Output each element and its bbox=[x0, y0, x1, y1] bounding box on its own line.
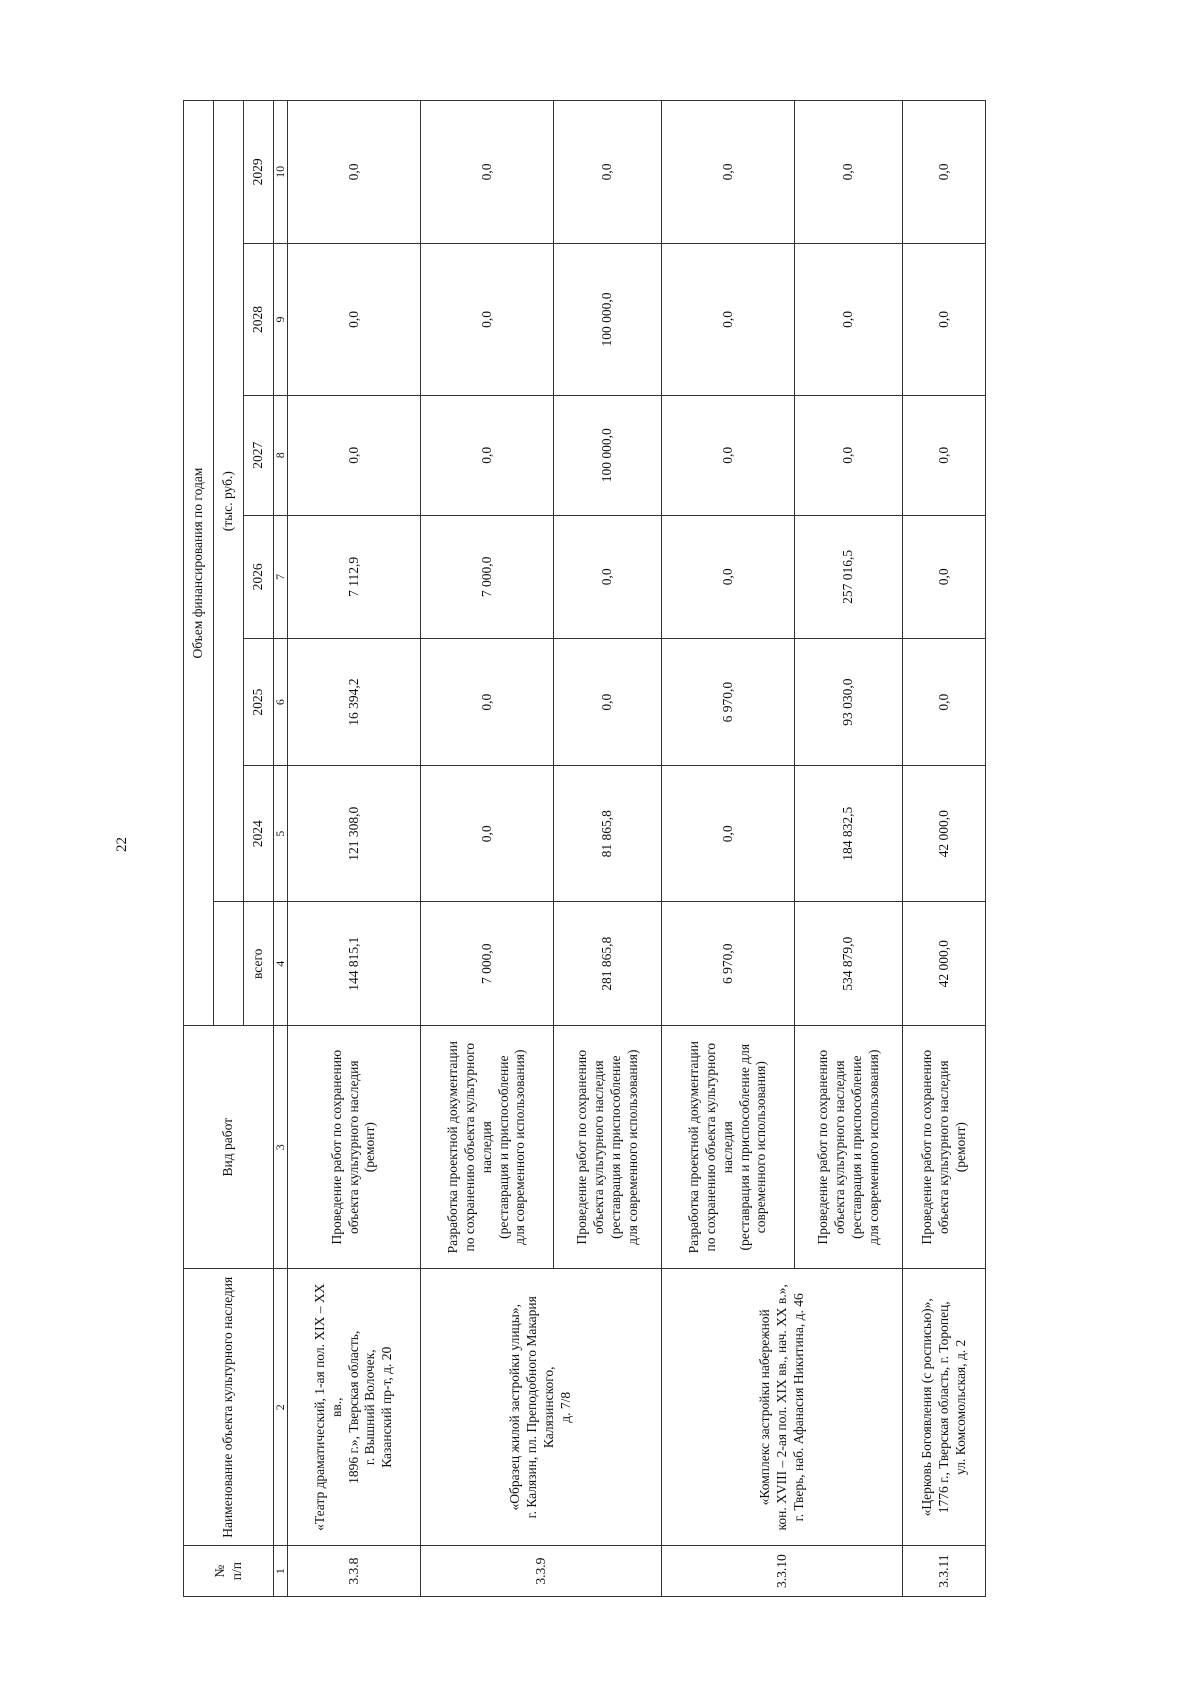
funding-total: 7 000,0 bbox=[421, 902, 554, 1026]
work-type: Разработка проектной документации по сохранению объекта культурного наследия (реставрация и приспособление для современного использования) bbox=[421, 1026, 554, 1269]
column-index: 3 bbox=[274, 1026, 288, 1269]
table-row bbox=[662, 101, 795, 1597]
funding-2024: 0,0 bbox=[662, 766, 795, 902]
funding-2028: 0,0 bbox=[662, 243, 795, 395]
funding-2025: 93 030,0 bbox=[795, 639, 903, 766]
work-type: Проведение работ по сохранению объекта культурного наследия (реставрация и приспособление для современного использования) bbox=[554, 1026, 662, 1269]
funding-2025: 0,0 bbox=[554, 639, 662, 766]
column-index: 9 bbox=[274, 243, 288, 395]
funding-2026: 7 000,0 bbox=[421, 515, 554, 639]
header-work-type: Вид работ bbox=[184, 1026, 274, 1269]
funding-2029: 0,0 bbox=[662, 101, 795, 244]
funding-2024: 121 308,0 bbox=[288, 766, 421, 902]
funding-2025: 16 394,2 bbox=[288, 639, 421, 766]
funding-2028: 0,0 bbox=[288, 243, 421, 395]
funding-2028: 100 000,0 bbox=[554, 243, 662, 395]
work-type: Проведение работ по сохранению объекта культурного наследия (ремонт) bbox=[288, 1026, 421, 1269]
table-body bbox=[184, 101, 986, 1597]
row-number: 3.3.8 bbox=[288, 1546, 421, 1597]
funding-2029: 0,0 bbox=[288, 101, 421, 244]
funding-table bbox=[183, 100, 986, 1597]
heritage-object-name: «Церковь Богоявления (с росписью)», 1776 г., Тверская область, г. Торопец, ул. Комсомольская, д. 2 bbox=[903, 1269, 986, 1546]
table-row bbox=[903, 101, 986, 1597]
header-2029: 2029 bbox=[244, 101, 274, 244]
funding-2026: 7 112,9 bbox=[288, 515, 421, 639]
funding-total: 281 865,8 bbox=[554, 902, 662, 1026]
header-unit: (тыс. руб.) bbox=[214, 101, 244, 902]
row-number: 3.3.9 bbox=[421, 1546, 662, 1597]
funding-2027: 100 000,0 bbox=[554, 396, 662, 515]
column-index: 7 bbox=[274, 515, 288, 639]
funding-2025: 6 970,0 bbox=[662, 639, 795, 766]
funding-2028: 0,0 bbox=[903, 243, 986, 395]
funding-2026: 0,0 bbox=[554, 515, 662, 639]
funding-2025: 0,0 bbox=[903, 639, 986, 766]
funding-2024: 81 865,8 bbox=[554, 766, 662, 902]
column-index: 8 bbox=[274, 396, 288, 515]
header-2027: 2027 bbox=[244, 396, 274, 515]
funding-2029: 0,0 bbox=[903, 101, 986, 244]
funding-2029: 0,0 bbox=[421, 101, 554, 244]
table-container bbox=[183, 100, 986, 1597]
funding-2025: 0,0 bbox=[421, 639, 554, 766]
header-spacer bbox=[214, 902, 244, 1026]
funding-total: 6 970,0 bbox=[662, 902, 795, 1026]
header-total: всего bbox=[244, 902, 274, 1026]
funding-2026: 0,0 bbox=[662, 515, 795, 639]
funding-2027: 0,0 bbox=[903, 396, 986, 515]
funding-2024: 184 832,5 bbox=[795, 766, 903, 902]
header-object-name: Наименование объекта культурного наследия bbox=[184, 1269, 274, 1546]
funding-2024: 42 000,0 bbox=[903, 766, 986, 902]
column-index: 1 bbox=[274, 1546, 288, 1597]
funding-2027: 0,0 bbox=[421, 396, 554, 515]
column-index: 5 bbox=[274, 766, 288, 902]
funding-total: 144 815,1 bbox=[288, 902, 421, 1026]
funding-2026: 0,0 bbox=[903, 515, 986, 639]
header-2028: 2028 bbox=[244, 243, 274, 395]
column-index: 4 bbox=[274, 902, 288, 1026]
header-2025: 2025 bbox=[244, 639, 274, 766]
header-funding: Объем финансирования по годам bbox=[184, 101, 214, 1026]
work-type: Проведение работ по сохранению объекта культурного наследия (ремонт) bbox=[903, 1026, 986, 1269]
work-type: Проведение работ по сохранению объекта культурного наследия (реставрация и приспособление для современного использования) bbox=[795, 1026, 903, 1269]
column-index: 2 bbox=[274, 1269, 288, 1546]
header-2026: 2026 bbox=[244, 515, 274, 639]
funding-2029: 0,0 bbox=[554, 101, 662, 244]
funding-2026: 257 016,5 bbox=[795, 515, 903, 639]
heritage-object-name: «Образец жилой застройки улицы», г. Калязин, пл. Преподобного Макария Калязинского, д. 7/8 bbox=[421, 1269, 662, 1546]
funding-2027: 0,0 bbox=[795, 396, 903, 515]
header-2024: 2024 bbox=[244, 766, 274, 902]
row-number: 3.3.11 bbox=[903, 1546, 986, 1597]
row-number: 3.3.10 bbox=[662, 1546, 903, 1597]
table-row bbox=[421, 101, 554, 1597]
funding-2029: 0,0 bbox=[795, 101, 903, 244]
funding-2028: 0,0 bbox=[421, 243, 554, 395]
header-number: № п/п bbox=[184, 1546, 274, 1597]
page-number: 22 bbox=[114, 837, 130, 852]
heritage-object-name: «Театр драматический, 1-ая пол. XIX – XX вв., 1896 г.», Тверская область, г. Вышний Волочек, Казанский пр-т, д. 20 bbox=[288, 1269, 421, 1546]
funding-2028: 0,0 bbox=[795, 243, 903, 395]
column-index: 6 bbox=[274, 639, 288, 766]
funding-2027: 0,0 bbox=[662, 396, 795, 515]
funding-total: 534 879,0 bbox=[795, 902, 903, 1026]
funding-2024: 0,0 bbox=[421, 766, 554, 902]
column-index: 10 bbox=[274, 101, 288, 244]
funding-2027: 0,0 bbox=[288, 396, 421, 515]
funding-total: 42 000,0 bbox=[903, 902, 986, 1026]
table-rotation-frame bbox=[183, 100, 986, 1597]
work-type: Разработка проектной документации по сохранению объекта культурного наследия (реставрация и приспособление для современного использования) bbox=[662, 1026, 795, 1269]
heritage-object-name: «Комплекс застройки набережной кон. XVIII – 2-ая пол. XIX вв., нач. XX в.», г. Тверь, наб. Афанасия Никитина, д. 46 bbox=[662, 1269, 903, 1546]
table-row bbox=[288, 101, 421, 1597]
